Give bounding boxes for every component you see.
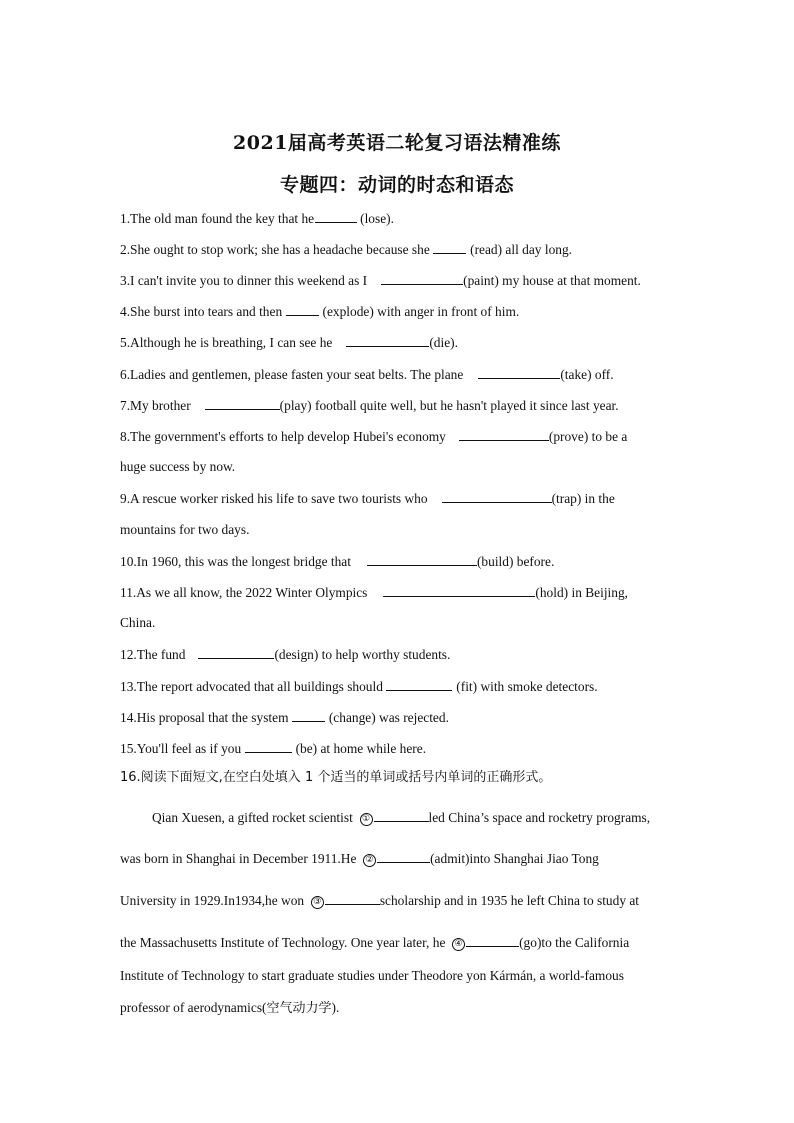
question-2: 2.She ought to stop work; she has a headache because she (read) all day long.: [120, 242, 572, 257]
answer-blank[interactable]: [374, 809, 429, 822]
question-4: 4.She burst into tears and then (explode) with anger in front of him.: [120, 304, 520, 319]
answer-blank[interactable]: [198, 646, 274, 659]
question-3: 3.I can't invite you to dinner this weekend as I (paint) my house at that moment.: [120, 273, 641, 288]
question-6: 6.Ladies and gentlemen, please fasten your seat belts. The plane (take) off.: [120, 367, 614, 382]
answer-blank[interactable]: [433, 241, 466, 254]
answer-blank[interactable]: [367, 553, 477, 566]
question-11-continued: China.: [120, 615, 156, 630]
passage-line-1: Qian Xuesen, a gifted rocket scientist ① led China’s space and rocketry programs,: [152, 810, 651, 825]
question-10: 10.In 1960, this was the longest bridge that (build) before.: [120, 554, 555, 569]
section-title: 专题四：动词的时态和语态: [279, 174, 514, 196]
question-16-instruction: 16.阅读下面短文,在空白处填入 1 个适当的单词或括号内单词的正确形式。: [120, 770, 552, 785]
blank-marker-3: ③: [311, 896, 324, 909]
passage-line-5: Institute of Technology to start graduate studies under Theodore yon Kármán, a world-famous: [120, 968, 624, 983]
blank-marker-2: ②: [363, 854, 376, 867]
question-7: 7.My brother (play) football quite well, but he hasn't played it since last year.: [120, 398, 619, 413]
answer-blank[interactable]: [466, 934, 519, 947]
question-13: 13.The report advocated that all buildings should (fit) with smoke detectors.: [120, 679, 598, 694]
answer-blank[interactable]: [325, 892, 380, 905]
question-5: 5.Although he is breathing, I can see he (die).: [120, 335, 458, 350]
question-8-continued: huge success by now.: [120, 459, 236, 474]
answer-blank[interactable]: [205, 397, 280, 410]
passage-line-2: was born in Shanghai in December 1911.He ② (admit)into Shanghai Jiao Tong: [120, 851, 599, 866]
question-1: 1.The old man found the key that he (lose).: [120, 211, 394, 226]
answer-blank[interactable]: [245, 740, 292, 753]
question-9-continued: mountains for two days.: [120, 522, 250, 537]
question-14: 14.His proposal that the system (change) was rejected.: [120, 710, 449, 725]
passage-line-3: University in 1929.In1934,he won ③ scholarship and in 1935 he left China to study at: [120, 893, 640, 908]
answer-blank[interactable]: [383, 584, 535, 597]
answer-blank[interactable]: [386, 678, 452, 691]
blank-marker-4: ④: [452, 938, 465, 951]
question-9: 9.A rescue worker risked his life to save two tourists who (trap) in the: [120, 491, 615, 506]
passage-line-4: the Massachusetts Institute of Technology. One year later, he ④ (go)to the California: [120, 935, 630, 950]
passage-line-6: professor of aerodynamics(空气动力学).: [120, 1000, 340, 1016]
question-11: 11.As we all know, the 2022 Winter Olympics (hold) in Beijing,: [120, 585, 629, 600]
answer-blank[interactable]: [377, 850, 430, 863]
question-8: 8.The government's efforts to help develop Hubei's economy (prove) to be a: [120, 429, 628, 444]
question-12: 12.The fund (design) to help worthy students.: [120, 647, 451, 662]
answer-blank[interactable]: [381, 272, 463, 285]
answer-blank[interactable]: [478, 366, 560, 379]
answer-blank[interactable]: [315, 210, 357, 223]
answer-blank[interactable]: [346, 334, 429, 347]
answer-blank[interactable]: [459, 428, 549, 441]
blank-marker-1: ①: [360, 813, 373, 826]
answer-blank[interactable]: [292, 709, 325, 722]
answer-blank[interactable]: [286, 303, 319, 316]
document-title: 2021届高考英语二轮复习语法精准练: [233, 132, 561, 154]
question-15: 15.You'll feel as if you (be) at home while here.: [120, 741, 427, 756]
answer-blank[interactable]: [442, 490, 552, 503]
